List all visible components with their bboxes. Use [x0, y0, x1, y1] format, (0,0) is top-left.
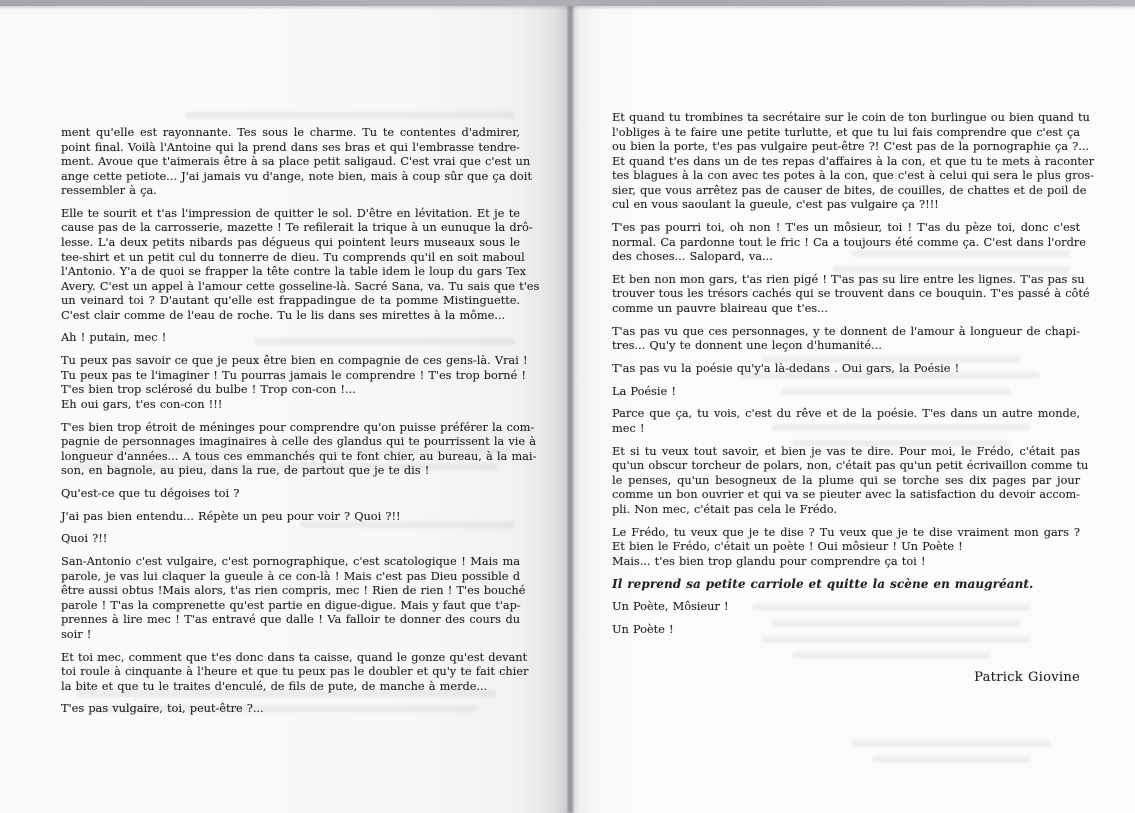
author-signature: Patrick Giovine — [974, 670, 1080, 686]
paragraph — [612, 111, 1094, 213]
text-line: tee-shirt et un petit cul du tonnerre de dieu. Tu comprends qu'il en soit maboul — [61, 250, 525, 264]
paragraph — [612, 526, 1080, 570]
paragraph — [612, 407, 1080, 436]
text-line: Tu peux pas savoir ce que je peux être bien en compagnie de ces gens-là. Vrai ! — [61, 354, 528, 368]
text-line: J'ai pas bien entendu... Répète un peu pour voir ? Quoi ?!! — [61, 509, 401, 523]
text-line: un veinard toi ? D'autant qu'elle est frappadingue de ta pomme Mistinguette. — [61, 294, 520, 308]
text-line: lesse. L'a deux petits nibards pas dégueus qui pointent leurs museaux sous le — [61, 236, 520, 250]
text-line: tes blagues à la con avec tes potes à la con, que c'est à celui qui sera le plus gros- — [612, 169, 1094, 183]
text-line: T'es bien trop sclérosé du bulbe ! Trop con-con !... — [61, 383, 356, 397]
text-line: Le Frédo, tu veux que je te dise ? Tu veux que je te dise vraiment mon gars ? — [612, 525, 1080, 539]
text-line: ange cette petiote... J'ai jamais vu d'ange, note bien, mais à coup sûr que ça doit — [61, 169, 532, 183]
text-line: Qu'est-ce que tu dégoises toi ? — [61, 486, 240, 500]
text-line: prennes à lire mec ! T'as entravé que dalle ! Va falloir te donner des cours du — [61, 613, 520, 627]
text-line: ressembler à ça. — [61, 184, 157, 198]
paragraph — [612, 444, 1089, 518]
text-line: qu'un obscur torcheur de polars, non, c'était pas qu'un petit écrivaillon comme tu — [612, 459, 1089, 473]
paragraph — [61, 420, 537, 479]
text-line: La Poésie ! — [612, 384, 676, 398]
paragraph — [61, 532, 520, 547]
text-line: mec ! — [612, 421, 645, 435]
text-line: le penses, qu'un besogneux de la plume qui se torche ses dix pages par jour — [612, 473, 1080, 487]
text-line: Un Poète ! — [612, 622, 674, 636]
text-line: être aussi obtus !Mais alors, t'as rien compris, mec ! Rien de rien ! T'es bouché — [61, 584, 526, 598]
text-line: Et quand t'es dans un de tes repas d'affaires à la con, et que tu te mets à raconter — [612, 154, 1094, 168]
text-line: Mais... t'es bien trop glandu pour comprendre ça toi ! — [612, 554, 926, 568]
text-line: San-Antonio c'est vulgaire, c'est pornographique, c'est scatologique ! Mais ma — [61, 555, 520, 569]
text-line: Et toi mec, comment que t'es donc dans ta caisse, quand le gonze qu'est devant — [61, 650, 528, 664]
text-line: Avery. C'est un appel à l'amour cette gosseline-là. Sacré Sana, va. Tu sais que t'es — [61, 279, 540, 293]
text-line: T'es pas vulgaire, toi, peut-être ?... — [61, 702, 264, 716]
text-line: pagnie de personnages imaginaires à celle des glandus qui te pourrissent la vie à — [61, 435, 536, 449]
text-line: Et si tu veux tout savoir, et bien je vas te dire. Pour moi, le Frédo, c'était pas — [612, 444, 1080, 458]
paragraph — [61, 702, 520, 717]
text-line: ou bien la porte, t'es pas vulgaire peut-être ?! C'est pas de la pornographie ça ?... — [612, 140, 1090, 154]
text-line: Un Poète, Môsieur ! — [612, 600, 729, 614]
paragraph — [612, 325, 1080, 354]
stage-direction — [612, 577, 1080, 592]
paragraph — [61, 206, 540, 323]
paragraph — [61, 331, 520, 346]
text-line: Elle te sourit et t'as l'impression de quitter le sol. D'être en lévitation. Et je te — [61, 206, 520, 220]
bleedthrough-ghost — [852, 740, 1050, 747]
paragraph — [612, 385, 1080, 400]
text-line: Quoi ?!! — [61, 532, 108, 546]
text-line: comme un bon ouvrier et qui va se pieuter avec la satisfaction du devoir accom- — [612, 488, 1080, 502]
text-line: ment qu'elle est rayonnante. Tes sous le charme. Tu te contentes d'admirer, — [61, 126, 520, 139]
text-line: T'as pas vu que ces personnages, y te donnent de l'amour à longueur de chapi- — [612, 324, 1080, 338]
text-line: Et ben non mon gars, t'as rien pigé ! T'as pas su lire entre les lignes. T'as pas su — [612, 272, 1085, 286]
paragraph — [612, 221, 1086, 265]
text-line: soir ! — [61, 627, 92, 641]
text-line: T'as pas vu la poésie qu'y'a là-dedans . Oui gars, la Poésie ! — [612, 361, 960, 375]
text-line: Ah ! putain, mec ! — [61, 331, 167, 345]
text-line: Parce que ça, tu vois, c'est du rêve et de la poésie. T'es dans un autre monde, — [612, 407, 1080, 421]
paragraph — [612, 623, 1080, 638]
right-page-text — [612, 111, 1094, 686]
text-line: parole, je vas lui claquer la gueule à ce con-là ! Mais c'est pas Dieu possible d — [61, 569, 520, 583]
text-line: pli. Non mec, c'était pas cela le Frédo. — [612, 502, 837, 516]
paragraph — [612, 362, 1080, 377]
gutter-fold — [566, 0, 574, 813]
text-line: toi roule à cinquante à l'heure et que tu peux pas le doubler et qu'y te fait chier — [61, 665, 529, 679]
text-line: tres... Qu'y te donnent une leçon d'humanité... — [612, 339, 882, 353]
text-line: la bite et que tu le traites d'enculé, de fils de pute, de manche à merde... — [61, 679, 488, 693]
paragraph — [61, 354, 528, 412]
left-page-text — [61, 126, 540, 725]
text-line: T'es pas pourri toi, oh non ! T'es un môsieur, toi ! T'as du pèze toi, donc c'est — [612, 221, 1080, 235]
text-line: point final. Voilà l'Antoine qui la prend dans ses bras et qui l'embrasse tendre- — [61, 140, 520, 154]
text-line: Il reprend sa petite carriole et quitte la scène en maugréant. — [612, 577, 1034, 592]
text-line: Tu peux pas te l'imaginer ! Tu pourras jamais le comprendre ! T'es trop borné ! — [61, 368, 526, 382]
paragraph — [61, 555, 526, 642]
paragraph — [612, 272, 1090, 317]
paragraph — [61, 126, 532, 199]
text-line: parole ! T'as la comprenette qu'est partie en digue-digue. Mais y faut que t'ap- — [61, 598, 521, 612]
text-line: Et quand tu trombines ta secrétaire sur le coin de ton burlingue ou bien quand tu — [612, 111, 1090, 124]
text-line: ment. Avoue que t'aimerais être à sa place petit saligaud. C'est vrai que c'est un — [61, 155, 531, 169]
text-line: des choses... Salopard, va... — [612, 250, 773, 264]
text-line: l'Antonio. Y'a de quoi se frapper la tête contre la table idem le loup du gars Tex — [61, 265, 526, 279]
text-line: Et bien le Frédo, c'était un poète ! Oui môsieur ! Un Poète ! — [612, 540, 963, 554]
text-line: cause pas de la carrosserie, mazette ! Te refilerait la trique à un eunuque la drô- — [61, 221, 533, 235]
paragraph — [612, 600, 1080, 615]
text-line: C'est clair comme de l'eau de roche. Tu le lis dans ses mirettes à la môme... — [61, 308, 506, 322]
paragraph — [61, 650, 529, 695]
text-line: T'es bien trop étroit de méninges pour comprendre qu'on puisse préférer la com- — [61, 420, 535, 434]
text-line: son, en bagnole, au pieu, dans la rue, de partout que je te dis ! — [61, 464, 430, 478]
paragraph — [61, 487, 520, 502]
bleedthrough-ghost — [872, 756, 1030, 763]
paragraph — [61, 510, 520, 525]
text-line: cul en vous saoulant la gueule, c'est pas vulgaire ça ?!!! — [612, 198, 939, 212]
top-scan-edge-shadow — [0, 6, 1135, 10]
text-line: Eh oui gars, t'es con-con !!! — [61, 397, 223, 411]
text-line: longueur d'années... A tous ces emmanchés qui te font chier, au bureau, à la mai- — [61, 449, 537, 463]
text-line: trouver tous les trésors cachés qui se trouvent dans ce bouquin. T'es passé à côté — [612, 287, 1090, 301]
text-line: sier, que vous arrêtez pas de causer de bites, de couilles, de chattes et de poil de — [612, 183, 1087, 197]
bleedthrough-ghost — [185, 112, 515, 119]
text-line: l'obliges à te faire une petite turlutte, et que tu lui fais comprendre que c'est ça — [612, 125, 1080, 139]
text-line: comme un pauvre blaireau que t'es... — [612, 301, 828, 315]
text-line: normal. Ca pardonne tout le fric ! Ca a toujours été comme ça. C'est dans l'ordre — [612, 235, 1086, 249]
